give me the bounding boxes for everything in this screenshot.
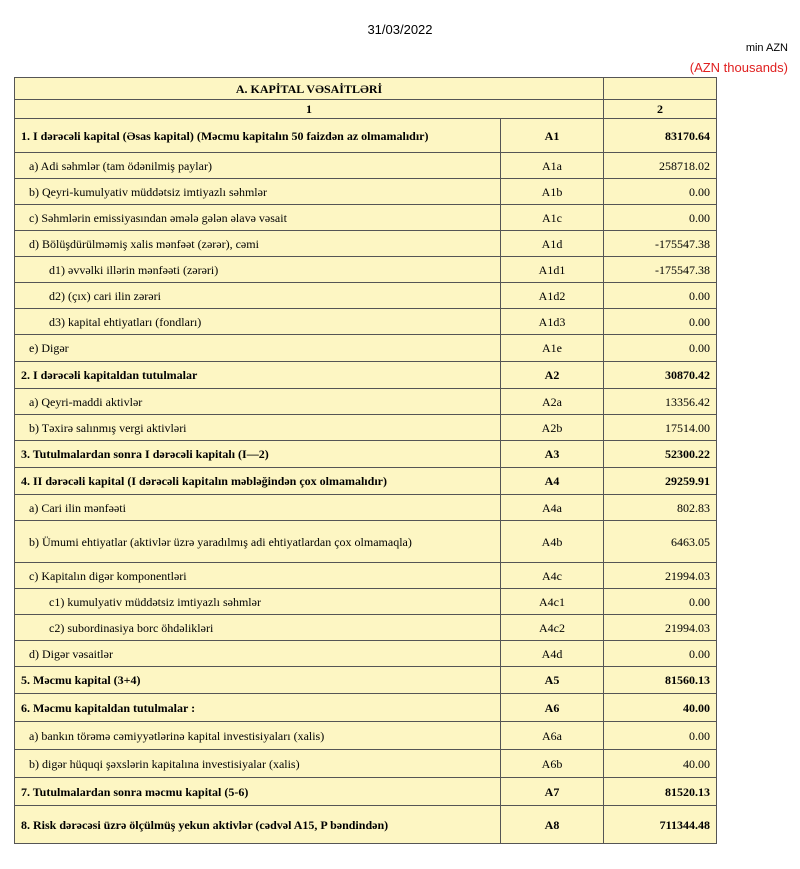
table-row — [15, 615, 717, 641]
row-code: A6 — [501, 694, 604, 722]
row-value: -175547.38 — [604, 257, 717, 283]
table-row — [15, 257, 717, 283]
table-row — [15, 694, 717, 722]
header-blank-cell — [604, 78, 717, 100]
row-label: c1) kumulyativ müddətsiz imtiyazlı səhmlər — [15, 589, 501, 615]
table-row — [15, 283, 717, 309]
row-value: 711344.48 — [604, 806, 717, 844]
row-label: a) bankın törəmə cəmiyyətlərinə kapital investisiyaları (xalis) — [15, 722, 501, 750]
row-value: 0.00 — [604, 309, 717, 335]
row-label: 6. Məcmu kapitaldan tutulmalar : — [15, 694, 501, 722]
unit-label: min AZN — [745, 42, 788, 54]
row-label: 7. Tutulmalardan sonra məcmu kapital (5-6) — [15, 778, 501, 806]
row-code: A4a — [501, 495, 604, 521]
row-label: d2) (çıx) cari ilin zərəri — [15, 283, 501, 309]
row-label: a) Qeyri-maddi aktivlər — [15, 389, 501, 415]
table-row — [15, 231, 717, 257]
row-value: 802.83 — [604, 495, 717, 521]
row-value: 0.00 — [604, 335, 717, 362]
row-value: 258718.02 — [604, 153, 717, 179]
row-value: 29259.91 — [604, 468, 717, 495]
table-row — [15, 362, 717, 389]
column-number-row — [15, 100, 717, 119]
row-value: 6463.05 — [604, 521, 717, 563]
table-row — [15, 750, 717, 778]
section-title: A. KAPİTAL VƏSAİTLƏRİ — [15, 78, 604, 100]
row-code: A1e — [501, 335, 604, 362]
table-row — [15, 806, 717, 844]
row-label: 3. Tutulmalardan sonra I dərəcəli kapitalı (I—2) — [15, 441, 501, 468]
row-value: 17514.00 — [604, 415, 717, 441]
row-code: A7 — [501, 778, 604, 806]
row-value: 81520.13 — [604, 778, 717, 806]
row-label: b) Qeyri-kumulyativ müddətsiz imtiyazlı səhmlər — [15, 179, 501, 205]
row-value: 0.00 — [604, 722, 717, 750]
row-label: a) Adi səhmlər (tam ödənilmiş paylar) — [15, 153, 501, 179]
table-row — [15, 205, 717, 231]
row-code: A4c2 — [501, 615, 604, 641]
row-value: 0.00 — [604, 641, 717, 667]
row-value: -175547.38 — [604, 231, 717, 257]
row-label: 8. Risk dərəcəsi üzrə ölçülmüş yekun aktivlər (cədvəl A15, P bəndindən) — [15, 806, 501, 844]
row-label: d) Digər vəsaitlər — [15, 641, 501, 667]
row-code: A4c — [501, 563, 604, 589]
table-row — [15, 495, 717, 521]
table-row — [15, 641, 717, 667]
row-label: 4. II dərəcəli kapital (I dərəcəli kapitalın məbləğindən çox olmamalıdır) — [15, 468, 501, 495]
row-code: A1d2 — [501, 283, 604, 309]
row-code: A1d — [501, 231, 604, 257]
row-label: c2) subordinasiya borc öhdəlikləri — [15, 615, 501, 641]
row-value: 40.00 — [604, 750, 717, 778]
row-code: A1a — [501, 153, 604, 179]
table-row — [15, 468, 717, 495]
row-label: d) Bölüşdürülməmiş xalis mənfəət (zərər), cəmi — [15, 231, 501, 257]
row-code: A8 — [501, 806, 604, 844]
table-row — [15, 441, 717, 468]
row-code: A6b — [501, 750, 604, 778]
row-code: A2a — [501, 389, 604, 415]
table-row — [15, 309, 717, 335]
row-code: A1b — [501, 179, 604, 205]
row-label: a) Cari ilin mənfəəti — [15, 495, 501, 521]
row-value: 0.00 — [604, 283, 717, 309]
row-value: 13356.42 — [604, 389, 717, 415]
row-label: 5. Məcmu kapital (3+4) — [15, 667, 501, 694]
row-value: 81560.13 — [604, 667, 717, 694]
row-value: 0.00 — [604, 205, 717, 231]
row-label: d1) əvvəlki illərin mənfəəti (zərəri) — [15, 257, 501, 283]
capital-table — [14, 77, 717, 844]
row-value: 40.00 — [604, 694, 717, 722]
row-value: 83170.64 — [604, 119, 717, 153]
row-code: A3 — [501, 441, 604, 468]
row-label: 1. I dərəcəli kapital (Əsas kapital) (Məcmu kapitalın 50 faizdən az olmamalıdır) — [15, 119, 501, 153]
row-label: c) Səhmlərin emissiyasından əmələ gələn əlavə vəsait — [15, 205, 501, 231]
row-code: A6a — [501, 722, 604, 750]
unit-label-english: (AZN thousands) — [689, 60, 788, 75]
row-label: c) Kapitalın digər komponentləri — [15, 563, 501, 589]
table-row — [15, 335, 717, 362]
table-row — [15, 778, 717, 806]
row-code: A1d1 — [501, 257, 604, 283]
row-value: 52300.22 — [604, 441, 717, 468]
table-row — [15, 722, 717, 750]
table-row — [15, 589, 717, 615]
row-code: A1d3 — [501, 309, 604, 335]
row-code: A4b — [501, 521, 604, 563]
table-row — [15, 521, 717, 563]
row-value: 0.00 — [604, 179, 717, 205]
row-code: A4 — [501, 468, 604, 495]
row-code: A1 — [501, 119, 604, 153]
row-label: d3) kapital ehtiyatları (fondları) — [15, 309, 501, 335]
row-label: b) Təxirə salınmış vergi aktivləri — [15, 415, 501, 441]
row-label: 2. I dərəcəli kapitaldan tutulmalar — [15, 362, 501, 389]
table-row — [15, 153, 717, 179]
table-row — [15, 415, 717, 441]
table-row — [15, 179, 717, 205]
row-code: A5 — [501, 667, 604, 694]
row-value: 21994.03 — [604, 563, 717, 589]
row-value: 21994.03 — [604, 615, 717, 641]
column-number-2: 2 — [604, 100, 717, 119]
row-label: e) Digər — [15, 335, 501, 362]
table-row — [15, 389, 717, 415]
row-value: 30870.42 — [604, 362, 717, 389]
row-code: A1c — [501, 205, 604, 231]
row-label: b) Ümumi ehtiyatlar (aktivlər üzrə yaradılmış adi ehtiyatlardan çox olmamaqla) — [15, 521, 501, 563]
row-value: 0.00 — [604, 589, 717, 615]
row-code: A4c1 — [501, 589, 604, 615]
row-code: A2 — [501, 362, 604, 389]
table-header-row — [15, 78, 717, 100]
report-date: 31/03/2022 — [367, 22, 433, 37]
row-label: b) digər hüquqi şəxslərin kapitalına investisiyalar (xalis) — [15, 750, 501, 778]
table-row — [15, 563, 717, 589]
column-number-1: 1 — [15, 100, 604, 119]
table-row — [15, 667, 717, 694]
row-code: A2b — [501, 415, 604, 441]
row-code: A4d — [501, 641, 604, 667]
table-row — [15, 119, 717, 153]
